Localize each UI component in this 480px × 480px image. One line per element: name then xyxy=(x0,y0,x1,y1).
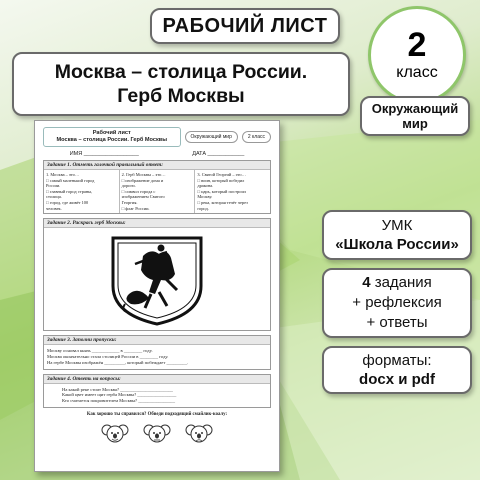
worksheet-preview xyxy=(34,120,280,472)
worksheet-title-2: Москва – столица России. Герб Москвы xyxy=(56,137,168,143)
name-label: ИМЯ __________________ xyxy=(69,151,139,157)
worksheet-header xyxy=(43,127,271,147)
worksheet-grade-pill: 2 класс xyxy=(242,131,271,143)
worksheet-subject-pill: Окружающий мир xyxy=(185,131,238,143)
q3-line: город. xyxy=(197,205,209,211)
q2-line: Георгия. xyxy=(121,199,138,205)
q1-line: человек. xyxy=(46,205,62,211)
task-4-line: Какой цвет имеет щит герба Москвы? _________________ xyxy=(62,392,177,398)
q3-line: □ река, которая течёт через xyxy=(197,199,248,205)
tasks-count: 4 xyxy=(362,274,371,291)
worksheet-title-1: Рабочий лист xyxy=(92,130,131,136)
task-4-line: Кто считается покровителем Москвы? ________________ xyxy=(62,398,175,404)
task-1 xyxy=(43,160,271,214)
task-1-question-2 xyxy=(120,170,196,213)
task-2 xyxy=(43,218,271,331)
q2-line: □ изображение дома и xyxy=(121,177,164,183)
task-4-title: Задание 4. Ответь на вопросы: xyxy=(44,375,270,384)
worksheet-label: РАБОЧИЙ ЛИСТ xyxy=(162,14,328,37)
q1-line: □ город, где живёт 100 xyxy=(46,199,89,205)
q3-line: □ царь, который построил xyxy=(197,188,246,194)
worksheet-label-card xyxy=(150,8,340,44)
task-1-question-3 xyxy=(195,170,270,213)
q1-line: □ главный город страны, xyxy=(46,188,93,194)
grade-badge xyxy=(368,6,466,104)
koala-neutral-icon xyxy=(143,422,171,444)
koala-sad-icon xyxy=(185,422,213,444)
tasks-count-label: задания xyxy=(370,274,432,291)
reflection-question: Как хорошо ты справился? Обведи подходящий смайлик-коалу: xyxy=(86,411,228,417)
tasks-line-1 xyxy=(362,273,432,293)
task-3-title: Задание 3. Заполни пропуски: xyxy=(44,336,270,345)
q2-line: □ флаг России. xyxy=(121,205,150,211)
q2-line: □ символ города с xyxy=(121,188,156,194)
tasks-line-3: + ответы xyxy=(366,314,428,331)
umk-line-1: УМК xyxy=(381,217,413,234)
worksheet-title-box xyxy=(43,127,181,147)
umk-card xyxy=(322,210,472,260)
q3-line: Москву. xyxy=(197,194,213,200)
formats-card xyxy=(322,346,472,394)
grade-number: 2 xyxy=(407,26,427,64)
title-line-2: Герб Москвы xyxy=(117,85,245,107)
title-card xyxy=(12,52,350,116)
subject-line-1: Окружающий xyxy=(371,101,459,116)
task-4-line: На какой реке стоит Москва? _______________________ xyxy=(62,386,173,392)
q3-line: □ воин, который победил xyxy=(197,177,245,183)
task-4 xyxy=(43,374,271,408)
subject-card xyxy=(360,96,470,136)
date-label: ДАТА ____________ xyxy=(192,151,245,157)
koala-faces xyxy=(43,419,271,444)
q2-line: изображением Святого xyxy=(121,194,165,200)
title-line-1: Москва – столица России. xyxy=(54,61,308,83)
task-3-line: На гербе Москвы изображён _________, который побеждает _________. xyxy=(47,359,189,365)
task-1-question-1 xyxy=(44,170,120,213)
formats-line-2: docx и pdf xyxy=(359,371,435,388)
q2-line: 2. Герб Москвы – это… xyxy=(121,172,166,177)
q1-line: □ самый маленький город xyxy=(46,177,95,183)
task-3 xyxy=(43,335,271,369)
formats-line-1: форматы: xyxy=(362,352,432,369)
q1-line: России. xyxy=(46,183,61,189)
tasks-info-card xyxy=(322,268,472,338)
moscow-coat-of-arms-outline-icon xyxy=(105,234,209,326)
koala-happy-icon xyxy=(101,422,129,444)
subject-line-2: мир xyxy=(402,116,428,131)
task-3-line: Москву основал князь ____________ в ________ году. xyxy=(47,348,153,354)
q3-line: 3. Святой Георгий – это… xyxy=(197,172,246,177)
task-1-title: Задание 1. Отметь галочкой правильный ответ: xyxy=(44,161,270,170)
tasks-line-2: + рефлексия xyxy=(352,294,442,311)
q1-line: 1. Москва – это… xyxy=(46,172,80,177)
name-date-line xyxy=(43,151,271,157)
task-3-line: Москва окончательно стала столицей России в ________ году. xyxy=(47,353,169,359)
q2-line: дороги. xyxy=(121,183,136,189)
q3-line: дракона. xyxy=(197,183,214,189)
umk-line-2: «Школа России» xyxy=(335,236,459,253)
grade-word: класс xyxy=(396,64,438,81)
task-2-title: Задание 2. Раскрась герб Москвы: xyxy=(44,219,270,228)
q1-line: столица. xyxy=(46,194,62,200)
